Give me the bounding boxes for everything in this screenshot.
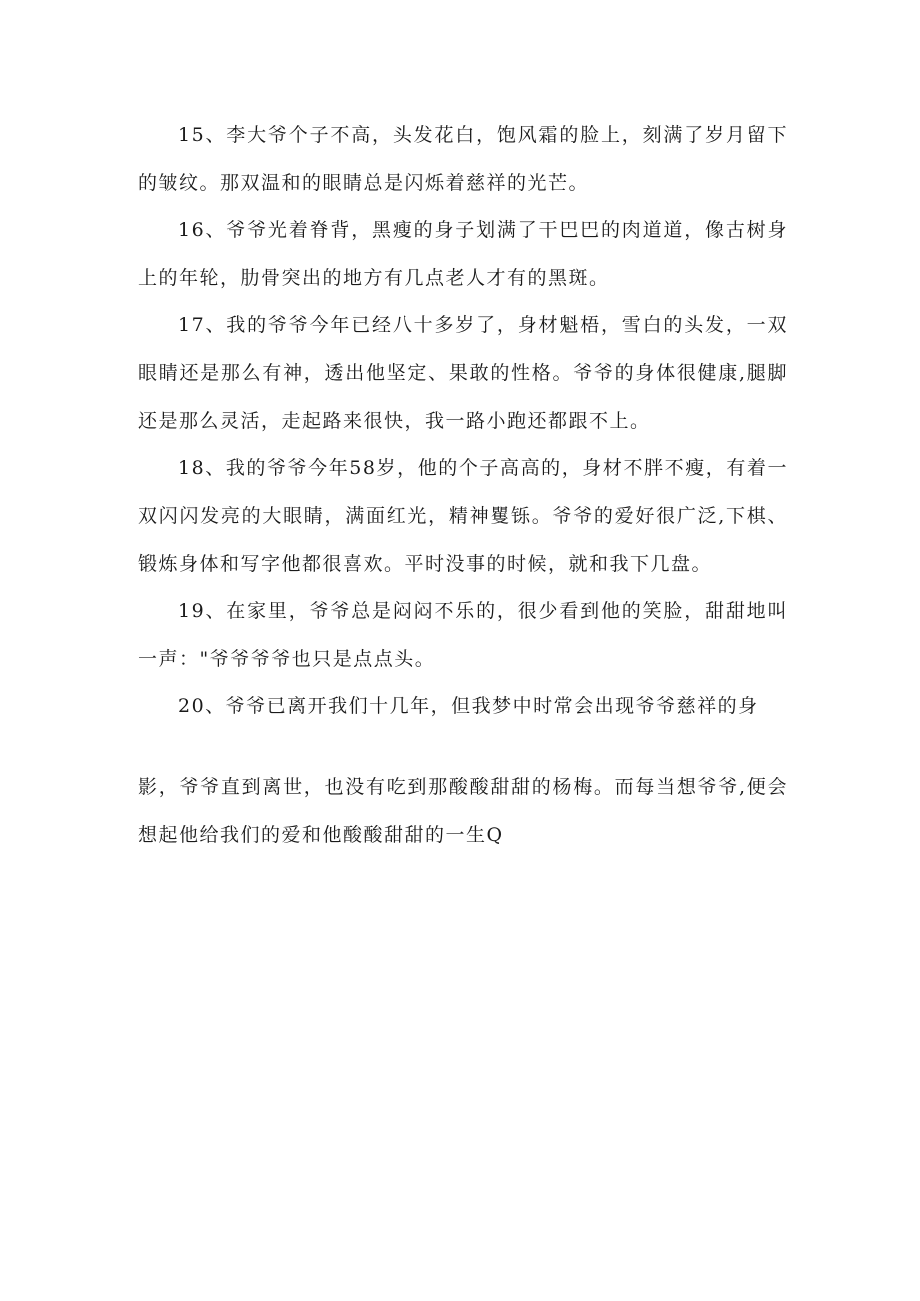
- paragraph-15: 15、李大爷个子不高，头发花白，饱风霜的脸上，刻满了岁月留下的皱纹。那双温和的眼睛总是闪烁着慈祥的光芒。: [138, 124, 788, 194]
- paragraph-16: 16、爷爷光着脊背，黑瘦的身子划满了干巴巴的肉道道，像古树身上的年轮，肋骨突出的地方有几点老人才有的黑斑。: [138, 219, 788, 289]
- paragraph-18: 18、我的爷爷今年58岁，他的个子高高的，身材不胖不瘦，有着一双闪闪发亮的大眼睛，满面红光，精神矍铄。爷爷的爱好很广泛,下棋、锻炼身体和写字他都很喜欢。平时没事的时候，就和我下几盘。: [138, 457, 788, 575]
- paragraph-19: 19、在家里，爷爷总是闷闷不乐的，很少看到他的笑脸，甜甜地叫一声："爷爷爷爷也只是点点头。: [138, 600, 788, 670]
- paragraph-17: 17、我的爷爷今年已经八十多岁了，身材魁梧，雪白的头发，一双眼睛还是那么有神，透出他坚定、果敢的性格。爷爷的身体很健康,腿脚还是那么灵活，走起路来很快，我一路小跑还都跟不上。: [138, 314, 788, 432]
- paragraph-20: 20、爷爷已离开我们十几年，但我梦中时常会出现爷爷慈祥的身: [178, 695, 759, 717]
- paragraph-20-continued: 影，爷爷直到离世，也没有吃到那酸酸甜甜的杨梅。而每当想爷爷,便会想起他给我们的爱和他酸酸甜甜的一生Q: [138, 776, 788, 846]
